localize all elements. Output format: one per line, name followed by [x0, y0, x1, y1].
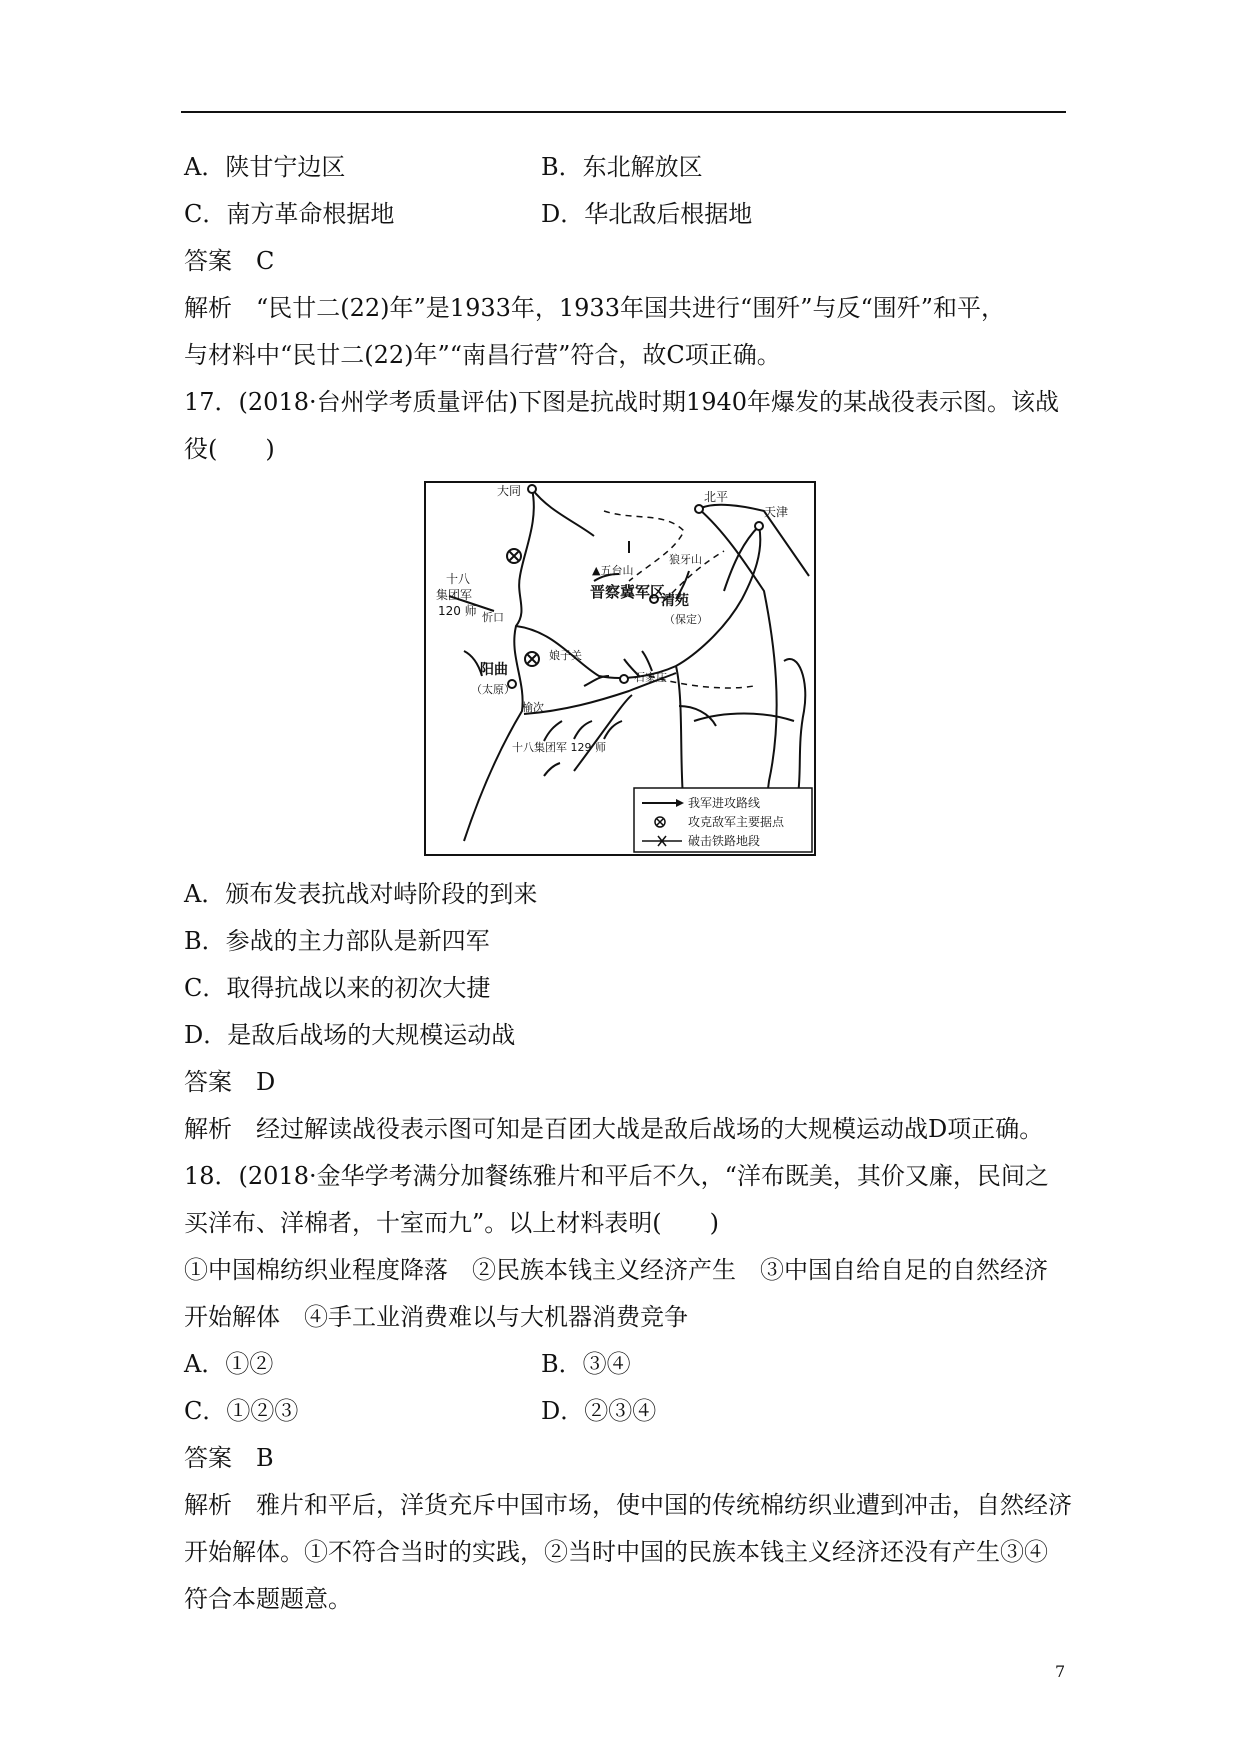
- label-army120-line1: 十八: [446, 572, 471, 586]
- q18-analysis-line2: 开始解体。①不符合当时的实践，②当时中国的民族本钱主义经济还没有产生③④: [184, 1538, 1048, 1566]
- q17-option-d: D．是敌后战场的大规模运动战: [184, 1021, 516, 1049]
- q17-option-b: B．参战的主力部队是新四军: [184, 927, 490, 955]
- legend-stronghold-label: 攻克敌军主要据点: [688, 815, 785, 829]
- q16-analysis-line2: 与材料中“民廿二(22)年”“南昌行营”符合，故C项正确。: [184, 341, 781, 369]
- q18-analysis-line1: 解析 雅片和平后，洋货充斥中国市场，使中国的传统棉纺织业遭到冲击，自然经济: [184, 1491, 1072, 1519]
- q18-analysis-line3: 符合本题题意。: [184, 1585, 352, 1613]
- label-langyashan: 狼牙山: [669, 553, 702, 566]
- label-army120-line2: 集团军: [436, 588, 473, 602]
- label-yangqu: 阳曲: [480, 662, 508, 678]
- q16-option-c: C．南方革命根据地: [184, 200, 395, 228]
- q18-option-a: A．①②: [184, 1350, 274, 1378]
- q16-option-b: B．东北解放区: [541, 153, 703, 181]
- q17-answer: 答案 D: [184, 1068, 276, 1096]
- q16-option-d: D．华北敌后根据地: [541, 200, 753, 228]
- label-niangziguan: 娘子关: [549, 649, 582, 662]
- label-army120-line3: 120 师: [438, 604, 477, 618]
- legend-railway-label: 破击铁路地段: [688, 834, 761, 848]
- label-wutaishan: ▲五台山: [592, 564, 634, 577]
- q16-answer: 答案 C: [184, 247, 275, 275]
- q16-option-a: A．陕甘宁边区: [184, 153, 346, 181]
- label-taiyuan: （太原）: [471, 683, 515, 696]
- q17-option-c: C．取得抗战以来的初次大捷: [184, 974, 491, 1002]
- q17-stem-line1: 17．(2018·台州学考质量评估)下图是抗战时期1940年爆发的某战役表示图。该战: [184, 388, 1060, 416]
- label-army129: 十八集团军 129 师: [512, 741, 606, 754]
- label-yuci: 榆次: [522, 701, 544, 714]
- q18-option-b: B．③④: [541, 1350, 631, 1378]
- map-legend: [634, 788, 812, 852]
- label-baoding: （保定）: [664, 613, 708, 626]
- label-qingyuan: 清苑: [661, 593, 689, 609]
- label-xinkou: 忻口: [482, 611, 504, 624]
- q18-option-c: C．①②③: [184, 1397, 299, 1425]
- label-datong: 大同: [497, 484, 522, 498]
- q18-items-line1: ①中国棉纺织业程度降落 ②民族本钱主义经济产生 ③中国自给自足的自然经济: [184, 1256, 1048, 1284]
- legend-attack-label: 我军进攻路线: [688, 796, 761, 810]
- header-rule: [181, 111, 1066, 113]
- q18-answer: 答案 B: [184, 1444, 274, 1472]
- q18-option-d: D．②③④: [541, 1397, 657, 1425]
- battle-map: [424, 481, 816, 856]
- label-jinchaji: 晋察冀军区: [590, 583, 666, 601]
- q17-analysis: 解析 经过解读战役表示图可知是百团大战是敌后战场的大规模运动战D项正确。: [184, 1115, 1044, 1143]
- q17-stem-line2: 役( ): [184, 435, 275, 463]
- label-tianjin: 天津: [764, 505, 789, 519]
- q18-stem-line1: 18．(2018·金华学考满分加餐练雅片和平后不久，“洋布既美，其价又廉，民间之: [184, 1162, 1049, 1190]
- q18-stem-line2: 买洋布、洋棉者，十室而九”。以上材料表明( ): [184, 1209, 719, 1237]
- q18-items-line2: 开始解体 ④手工业消费难以与大机器消费竞争: [184, 1303, 688, 1331]
- q16-analysis-line1: 解析 “民廿二(22)年”是1933年，1933年国共进行“围歼”与反“围歼”和平，: [184, 294, 1006, 322]
- q17-option-a: A．颁布发表抗战对峙阶段的到来: [184, 880, 538, 908]
- label-beiping: 北平: [704, 490, 729, 504]
- page-number: 7: [1055, 1662, 1066, 1681]
- label-shijiazhuang: 石家庄: [634, 671, 667, 684]
